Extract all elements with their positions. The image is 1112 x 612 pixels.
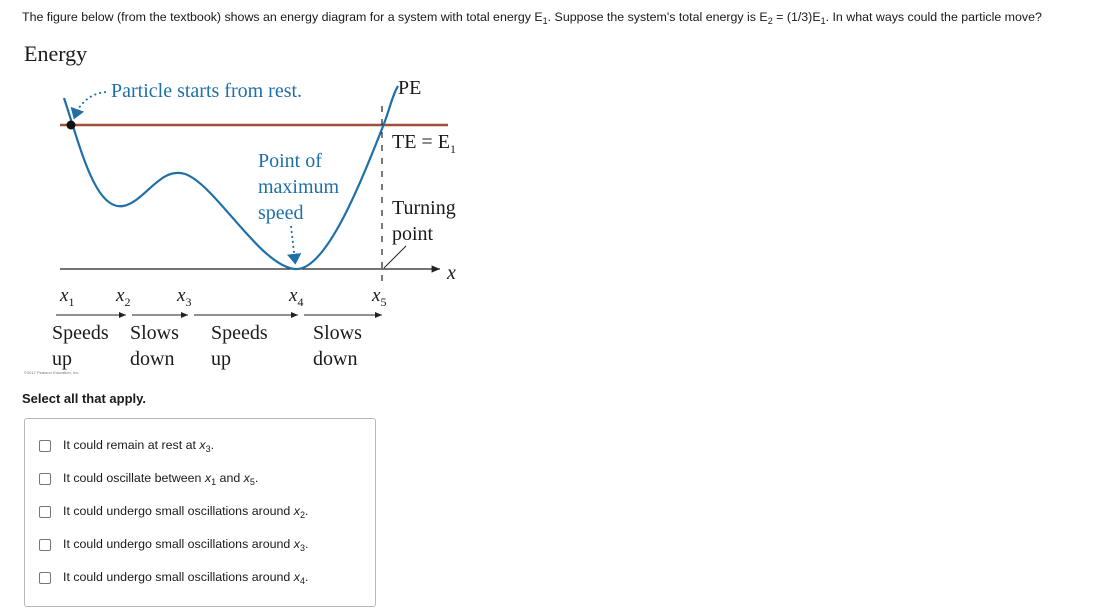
motion-label-3-line-2: up — [211, 348, 231, 370]
start-dashed-arrow — [75, 92, 106, 116]
energy-axis-label: Energy — [24, 41, 88, 66]
start-label: Particle starts from rest. — [111, 80, 303, 102]
particle-dot — [67, 121, 76, 130]
motion-label-4-line-1: Slows — [313, 322, 362, 344]
turning-point-label-line-1: Turning — [392, 197, 456, 219]
x-axis-label: x — [447, 262, 456, 284]
pe-label: PE — [398, 77, 422, 99]
energy-diagram-figure — [20, 36, 480, 381]
max-speed-label-line-2: maximum — [258, 176, 340, 198]
max-speed-label-line-3: speed — [258, 202, 304, 224]
motion-label-4-line-2: down — [313, 348, 358, 370]
position-label-x4: $x_4$ — [289, 285, 304, 309]
motion-label-3-line-1: Speeds — [211, 322, 268, 344]
option-label: It could undergo small oscillations around $x_2$. — [63, 504, 309, 520]
motion-label-2-line-1: Slows — [130, 322, 179, 344]
position-label-x2: $x_2$ — [116, 285, 131, 309]
option-oscillate-x1-x5[interactable] — [39, 470, 258, 488]
turning-point-pointer — [384, 246, 406, 268]
question-text: The figure below (from the textbook) shows an energy diagram for a system with total energy $E_1$. Suppose the system's total energy is $E_2 = (1/3)E_1$. In what ways could the particle move? — [22, 10, 1042, 26]
option-remain-at-rest-x3[interactable] — [39, 437, 214, 455]
checkbox[interactable] — [39, 572, 51, 584]
instruction-text: Select all that apply. — [22, 391, 147, 406]
motion-label-1-line-1: Speeds — [52, 322, 109, 344]
checkbox[interactable] — [39, 506, 51, 518]
position-label-x1: $x_1$ — [60, 285, 75, 309]
checkbox[interactable] — [39, 440, 51, 452]
option-small-oscillations-x3[interactable] — [39, 536, 308, 554]
checkbox[interactable] — [39, 539, 51, 551]
option-label: It could remain at rest at $x_3$. — [63, 438, 215, 454]
answer-options-box — [24, 418, 376, 607]
max-speed-label-line-1: Point of — [258, 150, 322, 172]
potential-energy-curve — [64, 86, 398, 269]
motion-label-1-line-2: up — [52, 348, 72, 370]
option-label: It could oscillate between $x_1$ and $x_5$. — [63, 471, 259, 487]
option-label: It could undergo small oscillations around $x_4$. — [63, 570, 309, 586]
energy-diagram-svg — [20, 36, 480, 381]
turning-point-label-line-2: point — [392, 223, 434, 245]
option-label: It could undergo small oscillations around $x_3$. — [63, 537, 309, 553]
option-small-oscillations-x2[interactable] — [39, 503, 308, 521]
motion-label-2-line-2: down — [130, 348, 175, 370]
option-small-oscillations-x4[interactable] — [39, 569, 308, 587]
copyright-notice: ©2017 Pearson Education, Inc. — [24, 370, 80, 375]
max-speed-dashed-arrow — [291, 226, 295, 261]
te-label: TE = $E_1$ — [392, 131, 456, 156]
position-label-x5: $x_5$ — [372, 285, 387, 309]
position-label-x3: $x_3$ — [177, 285, 192, 309]
checkbox[interactable] — [39, 473, 51, 485]
